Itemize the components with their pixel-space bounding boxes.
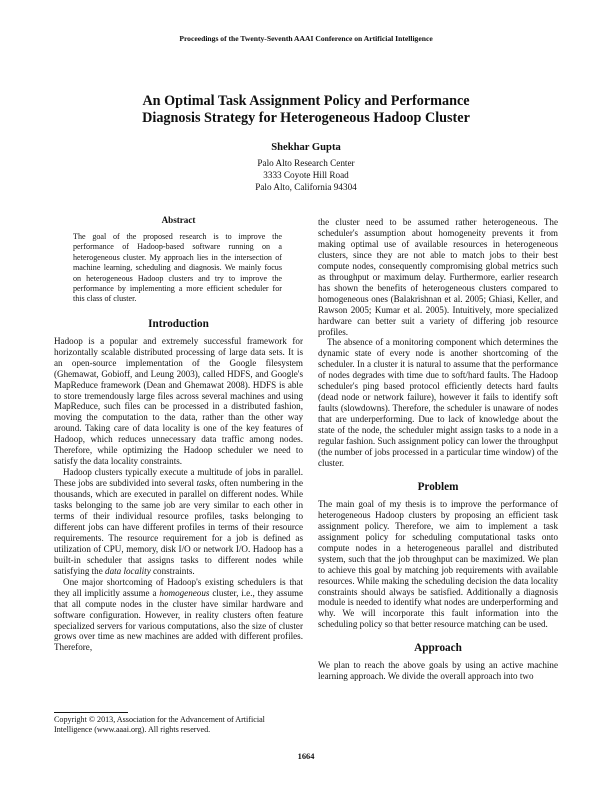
introduction-paragraph (54, 577, 303, 654)
emphasis: tasks (196, 478, 215, 489)
title-line-1: An Optimal Task Assignment Policy and Performance (142, 93, 470, 109)
introduction-paragraph: the cluster need to be assumed rather heterogeneous. The scheduler's assumption about homogeneity prevents it from making optimal use of available resources in heterogeneous clusters, since they are not able to match jobs to their best compute nodes, consequently compromising global metrics such as throughput or maximum delay. Furthermore, earlier research has shown the benefits of heterogeneous clusters compared to homogeneous ones (Balakrishnan et al. 2005; Ghiasi, Keller, and Rawson 2005; Kumar et al. 2005). Intuitively, more specialized hardware can better suit a variety of differing job resource profiles. (318, 217, 558, 337)
affiliation-line: Palo Alto Research Center (257, 158, 355, 168)
text-run: One major shortcoming of Hadoop's existing schedulers is that they all implicitly assume a (54, 576, 303, 598)
introduction-paragraph (54, 467, 303, 577)
copyright-notice: Copyright © 2013, Association for the Advancement of Artificial Intelligence (www.aaai.org). All rights reserved. (54, 715, 265, 734)
footnote-rule (54, 712, 128, 713)
paper-title (60, 93, 552, 127)
text-run: cluster, i.e., they assume that all compute nodes in the cluster have similar hardware and software configuration. However, in reality clusters often feature specialized servers for various computations, also the size of cluster grows over time as new machines are added with different profiles. Therefore, (54, 587, 303, 653)
abstract-heading: Abstract (161, 215, 196, 225)
introduction-heading: Introduction (148, 317, 209, 330)
affiliation-line: Palo Alto, California 94304 (255, 182, 357, 192)
problem-paragraph: The main goal of my thesis is to improve the performance of heterogeneous Hadoop clusters by proposing an efficient task assignment policy. Therefore, we aim to implement a task assignment policy for scheduling computational tasks onto compute nodes in a heterogeneous parallel and distributed system, such that the job throughput can be maximized. We plan to achieve this goal by matching job requirements with available resources. While making the scheduling decision the data locality constraints should always be satisfied. Additionally a diagnosis module is needed to identify what nodes are underperforming and why. We will incorporate this fault information into the scheduling policy so that better resource matching can be used. (318, 498, 558, 630)
affiliation-line: 3333 Coyote Hill Road (263, 170, 349, 180)
introduction-paragraph: The absence of a monitoring component which determines the dynamic state of every node is another shortcoming of the scheduler. In a cluster it is natural to assume that the performance of nodes degrades with time due to soft/hard faults. The Hadoop scheduler's ping based protocol efficiently detects hard faults (dead node or network failure), however it fails to identify soft faults (slowdowns). Therefore, the scheduler is unaware of nodes that are underperforming. Due to lack of knowledge about the state of the node, the scheduler might assign tasks to a node in a regular fashion. Such assignment policy can lower the throughput (the number of jobs processed in a particular time window) of the cluster. (318, 337, 558, 468)
text-run: Hadoop clusters typically execute a multitude of jobs in parallel. These jobs are subdivided into several (54, 467, 303, 489)
text-run: constraints. (150, 565, 195, 576)
title-line-2: Diagnosis Strategy for Heterogeneous Hadoop Cluster (142, 110, 470, 126)
affiliation (0, 157, 612, 193)
text-run: , often numbering in the thousands, which are executed in parallel on different nodes. While tasks belonging to the same job are very similar to each other in terms of their individual resource profiles, tasks belonging to different jobs can have different profiles in terms of their resource requirements. The resource requirement for a job is defined as utilization of CPU, memory, disk I/O or network I/O. Hadoop has a built-in scheduler that assigns tasks to different nodes while satisfying the (54, 478, 304, 576)
author-name: Shekhar Gupta (271, 142, 341, 153)
emphasis: homogeneous (159, 587, 210, 598)
abstract-section (54, 215, 303, 305)
approach-paragraph: We plan to reach the above goals by using an active machine learning approach. We divide the overall approach into two (318, 660, 558, 682)
right-column (318, 217, 558, 682)
abstract-body: The goal of the proposed research is to improve the performance of Hadoop-based software running on a heterogeneous cluster. My approach lies in the intersection of machine learning, scheduling and diagnosis. We mainly focus on heterogeneous Hadoop clusters and try to improve the performance by implementing a more efficient scheduler for this class of cluster. (73, 231, 282, 304)
page-number: 1664 (297, 752, 315, 761)
problem-heading: Problem (417, 480, 459, 493)
approach-heading: Approach (414, 642, 462, 655)
emphasis: data locality (105, 565, 151, 576)
running-header: Proceedings of the Twenty-Seventh AAAI Conference on Artificial Intelligence (179, 34, 433, 43)
introduction-paragraph: Hadoop is a popular and extremely successful framework for horizontally scalable distributed processing of large data sets. It is an open-source implementation of the Google filesystem (Ghemawat, Gobioff, and Leung 2003), called HDFS, and Google's MapReduce framework (Dean and Ghemawat 2008). HDFS is able to store tremendously large files across several machines and using MapReduce, such files can be processed in a distributed fashion, moving the computation to the data, rather than the other way around. Taking care of data locality is one of the key features of Hadoop, which reduces unnecessary data traffic among nodes. Therefore, while optimizing the Hadoop scheduler we need to satisfy the data locality constraints. (54, 335, 303, 467)
left-column (54, 215, 303, 653)
